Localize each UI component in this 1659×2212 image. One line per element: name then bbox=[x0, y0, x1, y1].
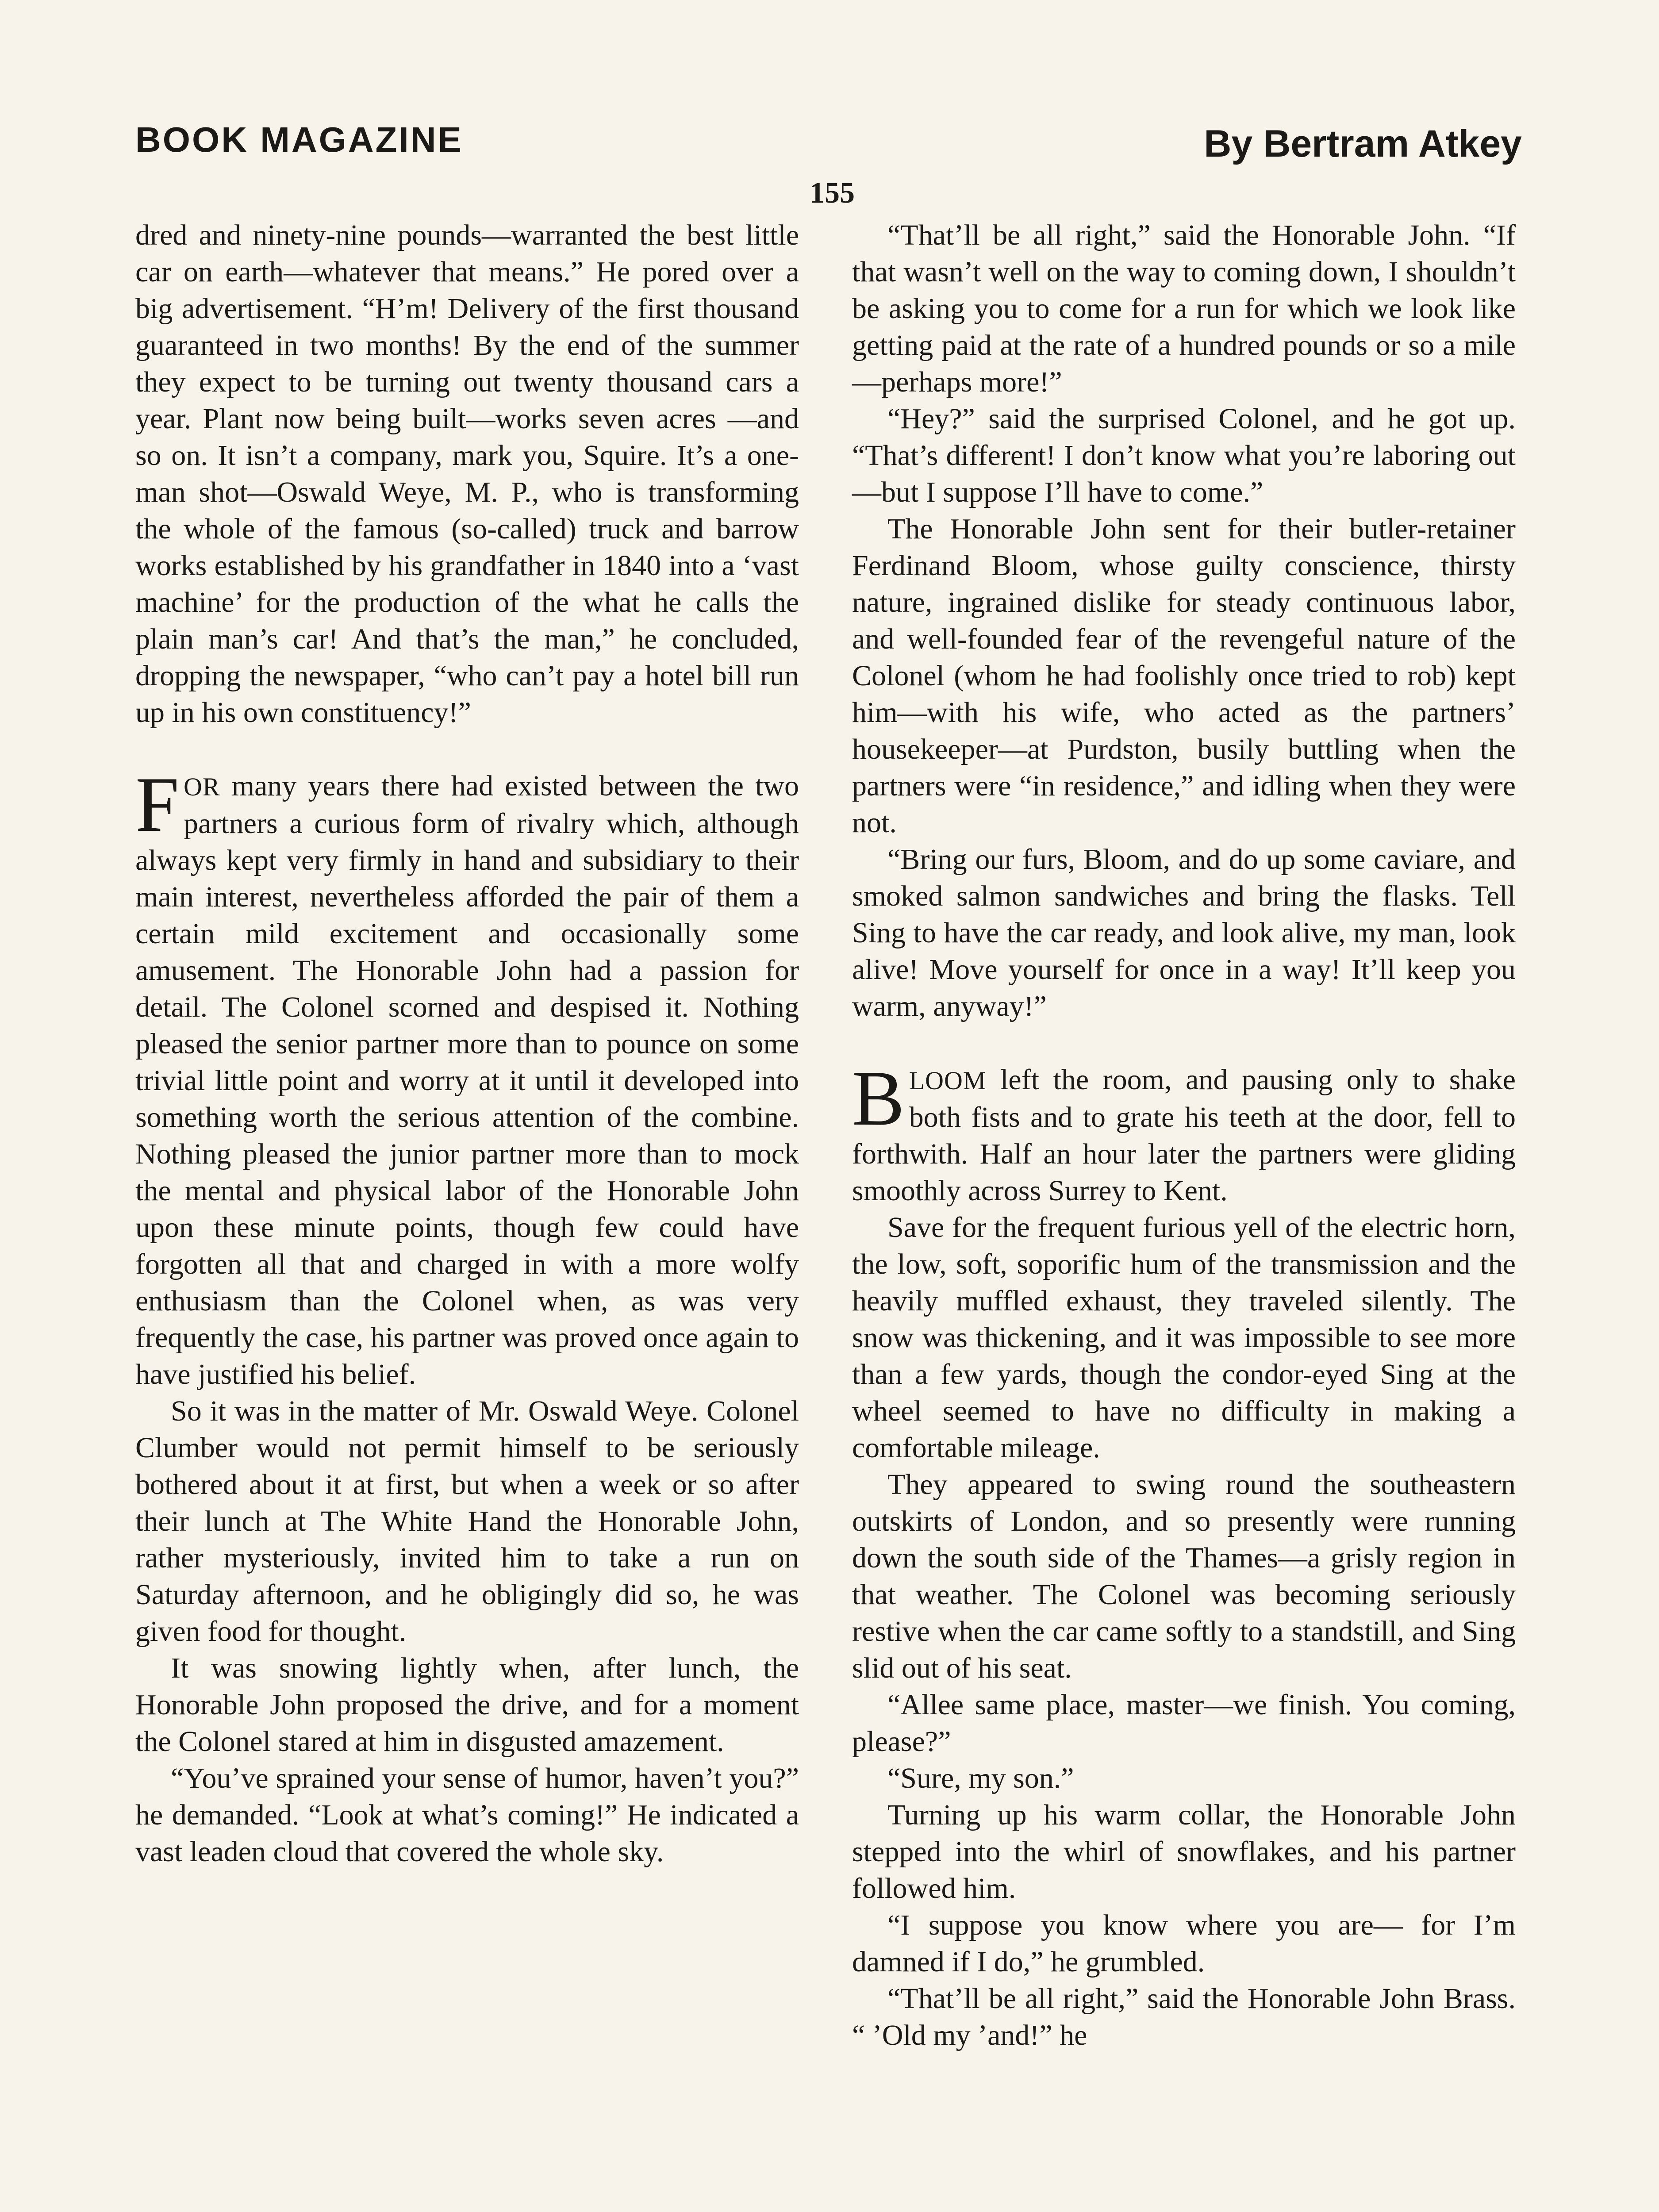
page-number: 155 bbox=[810, 176, 855, 209]
paragraph: “That’ll be all right,” said the Honorable John. “If that wasn’t well on the way to coming down, I shouldn’t be asking you to come for a run for which we look like getting paid at the rate of a hundred pounds or so a mile—perhaps more!” bbox=[852, 219, 1516, 398]
paragraph: “Bring our furs, Bloom, and do up some caviare, and smoked salmon sandwiches and bring the flasks. Tell Sing to have the car ready, and look alive, my man, look alive! Move yourself for once in a way! It’ll keep you warm, anyway!” bbox=[852, 843, 1516, 1022]
magazine-title: BOOK MAGAZINE bbox=[135, 120, 463, 159]
paragraph-dropcap bbox=[852, 1054, 1516, 1209]
paragraph: Turning up his warm collar, the Honorable John stepped into the whirl of snowflakes, and his partner followed him. bbox=[852, 1799, 1516, 1905]
paragraph: It was snowing lightly when, after lunch, the Honorable John proposed the drive, and for a moment the Colonel stared at him in disgusted amazement. bbox=[135, 1652, 799, 1758]
paragraph: “Hey?” said the surprised Colonel, and he got up. “That’s different! I don’t know what you’re laboring out—but I suppose I’ll have to come.” bbox=[852, 403, 1516, 508]
paragraph: “I suppose you know where you are— for I’m damned if I do,” he grumbled. bbox=[852, 1909, 1516, 1978]
paragraph: They appeared to swing round the southeastern outskirts of London, and so presently were running down the south side of the Thames—a grisly region in that weather. The Colonel was becoming seriously restive when the car came softly to a standstill, and Sing slid out of his seat. bbox=[852, 1468, 1516, 1684]
paragraph: The Honorable John sent for their butler-retainer Ferdinand Bloom, whose guilty conscience, thirsty nature, ingrained dislike for steady continuous labor, and well-founded fear of the revengeful nature of the Colonel (whom he had foolishly once tried to rob) kept him—with his wife, who acted as the partners’ housekeeper—at Purdston, busily buttling when the partners were “in residence,” and idling when they were not. bbox=[852, 513, 1516, 839]
paragraph: “That’ll be all right,” said the Honorable John Brass. “ ’Old my ’and!” he bbox=[852, 1982, 1516, 2051]
drop-cap: F bbox=[135, 760, 179, 848]
paragraph: “You’ve sprained your sense of humor, haven’t you?” he demanded. “Look at what’s coming!” He indicated a vast leaden cloud that covered the whole sky. bbox=[135, 1762, 799, 1868]
paragraph: “Sure, my son.” bbox=[887, 1762, 1074, 1794]
author-byline: By Bertram Atkey bbox=[1204, 123, 1522, 165]
right-column bbox=[852, 217, 1516, 2054]
drop-cap: B bbox=[852, 1054, 905, 1142]
small-caps-lead: OR bbox=[184, 772, 220, 801]
paragraph: “Allee same place, master—we finish. You coming, please?” bbox=[852, 1689, 1516, 1758]
paragraph-text: left the room, and pausing only to shake both fists and to grate his teeth at the door, fell to forthwith. Half an hour later the partners were gliding smoothly across Surrey to Kent. bbox=[852, 1064, 1516, 1207]
paragraph: dred and ninety-nine pounds—warranted the best little car on earth—whatever that means.” He pored over a big advertisement. “H’m! Delivery of the first thousand guaranteed in two months! By the end of the summer they expect to be turning out twenty thousand cars a year. Plant now being built—works seven acres —and so on. It isn’t a company, mark you, Squire. It’s a one-man shot—Oswald Weye, M. P., who is transforming the whole of the famous (so-called) truck and barrow works established by his grandfather in 1840 into a ‘vast machine’ for the production of the what he calls the plain man’s car! And that’s the man,” he concluded, dropping the newspaper, “who can’t pay a hotel bill run up in his own constituency!” bbox=[135, 219, 799, 729]
left-column bbox=[135, 217, 799, 1870]
paragraph-dropcap bbox=[135, 760, 799, 1393]
paragraph-text: many years there had existed between the two partners a curious form of rivalry which, although always kept very firmly in hand and subsidiary to their main interest, nevertheless afforded the pair of them a certain mild excitement and occasionally some amusement. The Honorable John had a passion for detail. The Colonel scorned and despised it. Nothing pleased the senior partner more than to pounce on some trivial little point and worry at it until it developed into something worth the serious attention of the combine. Nothing pleased the junior partner more than to mock the mental and physical labor of the Honorable John upon these minute points, though few could have forgotten all that and charged in with a more wolfy enthusiasm than the Colonel when, as was very frequently the case, his partner was proved once again to have justified his belief. bbox=[135, 770, 799, 1390]
paragraph: Save for the frequent furious yell of the electric horn, the low, soft, soporific hum of the transmission and the heavily muffled exhaust, they traveled silently. The snow was thickening, and it was impossible to see more than a few yards, though the condor-eyed Sing at the wheel seemed to have no difficulty in making a comfortable mileage. bbox=[852, 1211, 1516, 1464]
paragraph: So it was in the matter of Mr. Oswald Weye. Colonel Clumber would not permit himself to be seriously bothered about it at first, but when a week or so after their lunch at The White Hand the Honorable John, rather mysteriously, invited him to take a run on Saturday afternoon, and he obligingly did so, he was given food for thought. bbox=[135, 1395, 799, 1647]
small-caps-lead: LOOM bbox=[909, 1066, 987, 1095]
